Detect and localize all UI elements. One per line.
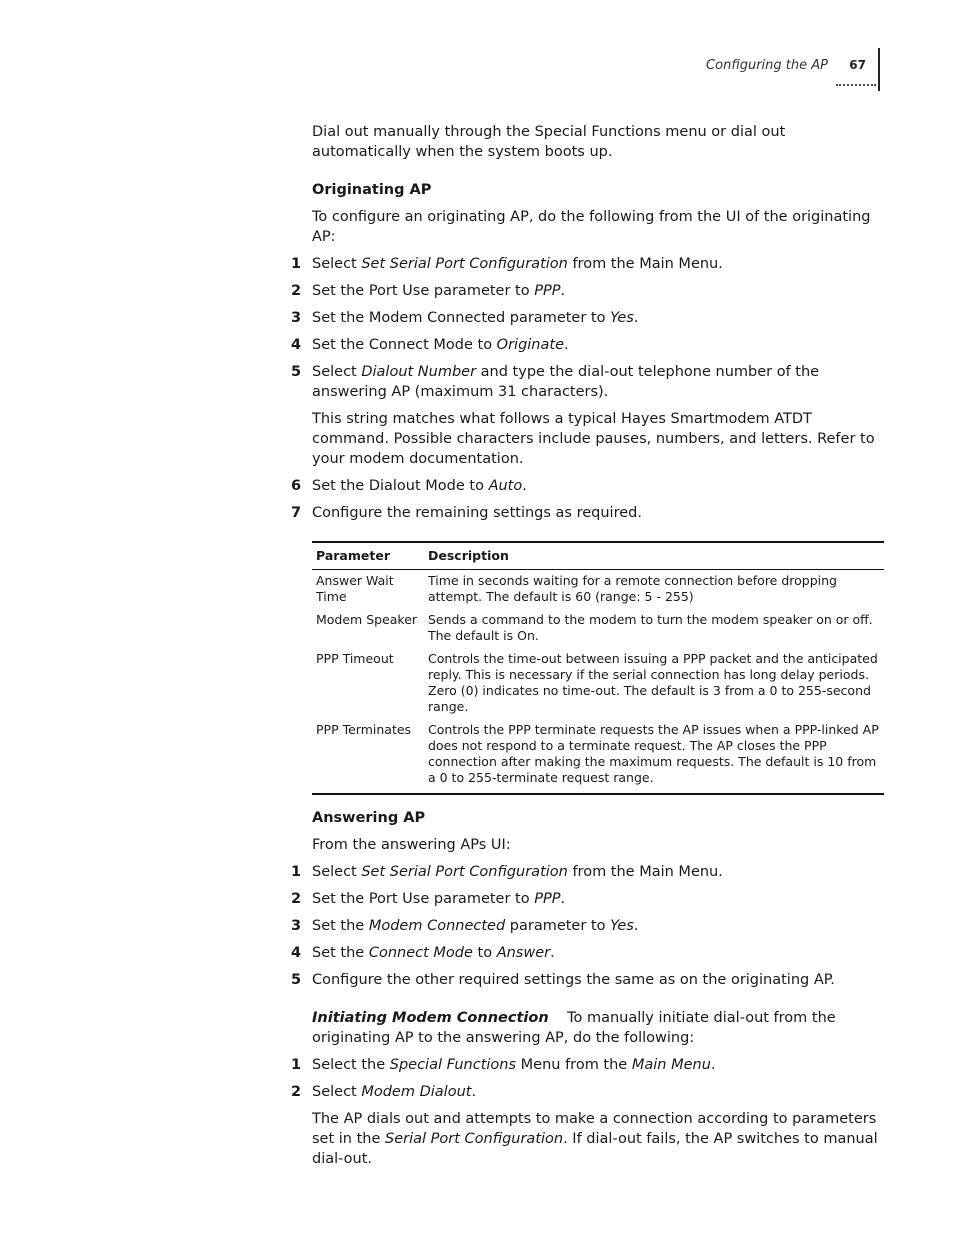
- ans-step-2: 2 Set the Port Use parameter to PPP.: [291, 891, 566, 907]
- step-number: 2: [291, 1084, 302, 1100]
- step-number: 3: [291, 918, 302, 934]
- table-cell-parameter: PPP Timeout: [316, 651, 394, 666]
- step-number: 5: [291, 364, 302, 380]
- table-cell-description: Sends a command to the modem to turn the modem speaker on or off. The default is On.: [428, 612, 873, 643]
- parameter-table: [312, 541, 884, 795]
- step-number: 7: [291, 505, 302, 521]
- step-number: 4: [291, 945, 302, 961]
- table-row: [312, 570, 884, 613]
- table-cell-parameter: Modem Speaker: [316, 612, 418, 627]
- page-header: [600, 48, 880, 92]
- ans-step-3: 3 Set the Modem Connected parameter to Yes.: [291, 918, 639, 934]
- table-cell-description: Time in seconds waiting for a remote connection before dropping attempt. The default is 60 (range: 5 - 255): [428, 573, 837, 604]
- page-number: 67: [849, 58, 866, 72]
- step-number: 2: [291, 891, 302, 907]
- table-row: [312, 651, 884, 722]
- init-step-2: 2 Select Modem Dialout.: [291, 1084, 477, 1100]
- initiating-paragraph: Initiating Modem Connection To manually initiate dial-out from the originating AP to the answering AP, do the following:: [312, 1010, 836, 1046]
- step-number: 4: [291, 337, 302, 353]
- table-cell-parameter: PPP Terminates: [316, 722, 412, 737]
- table-header-description: Description: [424, 542, 884, 570]
- header-dotted-rule: [836, 82, 876, 86]
- step-number: 5: [291, 972, 302, 988]
- header-rule: [878, 48, 880, 91]
- closing-paragraph: The AP dials out and attempts to make a connection according to parameters set in the Serial Port Configuration. If dial-out fails, the AP switches to manual dial-out.: [312, 1111, 878, 1167]
- orig-step-6: 6 Set the Dialout Mode to Auto.: [291, 478, 527, 494]
- init-step-1: 1 Select the Special Functions Menu from the Main Menu.: [291, 1057, 716, 1073]
- answering-ap-heading: Answering AP: [312, 810, 426, 826]
- orig-step-5: 5 Select Dialout Number and type the dial-out telephone number of the answering AP (maximum 31 characters).: [291, 364, 820, 400]
- orig-step-1: 1 Select Set Serial Port Configuration from the Main Menu.: [291, 256, 723, 272]
- table-cell-description: Controls the time-out between issuing a PPP packet and the anticipated reply. This is necessary if the serial connection has long delay periods. Zero (0) indicates no time-out. The default is 3 from a 0 to 255-second range.: [428, 651, 878, 714]
- step-number: 1: [291, 1057, 302, 1073]
- answering-intro: From the answering APs UI:: [312, 837, 511, 853]
- step-number: 1: [291, 256, 302, 272]
- intro-paragraph: Dial out manually through the Special Functions menu or dial out automatically when the system boots up.: [312, 124, 786, 160]
- table-row: [312, 722, 884, 794]
- initiating-subhead: Initiating Modem Connection: [312, 1010, 549, 1026]
- step-number: 3: [291, 310, 302, 326]
- step-number: 6: [291, 478, 302, 494]
- originating-intro: To configure an originating AP, do the following from the UI of the originating AP:: [312, 209, 871, 245]
- page-content: [288, 122, 888, 1169]
- ans-step-4: 4 Set the Connect Mode to Answer.: [291, 945, 555, 961]
- ans-step-1: 1 Select Set Serial Port Configuration from the Main Menu.: [291, 864, 723, 880]
- table-cell-parameter: Answer Wait Time: [316, 573, 394, 604]
- table-cell-description: Controls the PPP terminate requests the AP issues when a PPP-linked AP does not respond to a terminate request. The AP closes the PPP connection after making the maximum requests. The default is 10 from a 0 to 255-terminate request range.: [428, 722, 879, 785]
- orig-step-2: 2 Set the Port Use parameter to PPP.: [291, 283, 566, 299]
- ans-step-5: 5 Configure the other required settings the same as on the originating AP.: [291, 972, 835, 988]
- orig-step-4: 4 Set the Connect Mode to Originate.: [291, 337, 569, 353]
- table-header-parameter: Parameter: [312, 542, 424, 570]
- orig-step-3: 3 Set the Modem Connected parameter to Yes.: [291, 310, 639, 326]
- step-number: 2: [291, 283, 302, 299]
- step-number: 1: [291, 864, 302, 880]
- table-row: [312, 612, 884, 651]
- orig-step-7: 7 Configure the remaining settings as required.: [291, 505, 642, 521]
- step-5-note: This string matches what follows a typical Hayes Smartmodem ATDT command. Possible characters include pauses, numbers, and letters. Refer to your modem documentation.: [312, 411, 875, 467]
- running-header-title: Configuring the AP: [706, 58, 828, 73]
- originating-ap-heading: Originating AP: [312, 182, 432, 198]
